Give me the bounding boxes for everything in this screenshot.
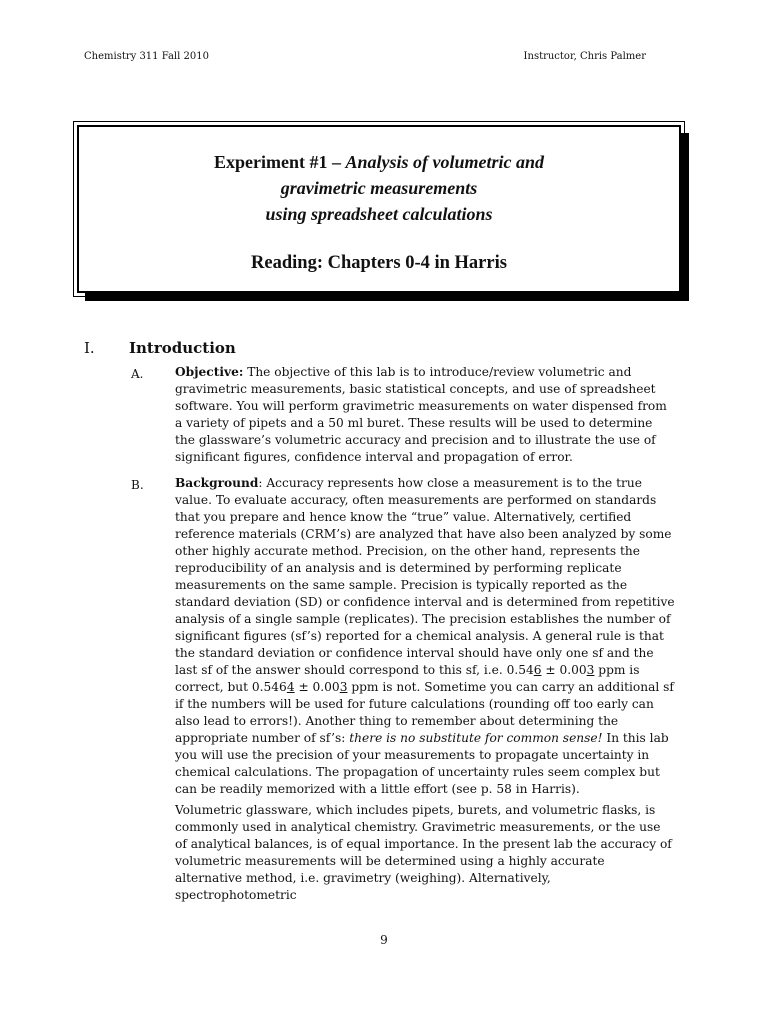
experiment-subtitle-1: Analysis of volumetric and bbox=[345, 152, 544, 172]
experiment-subtitle-2: gravimetric measurements bbox=[280, 178, 478, 198]
title-box bbox=[77, 125, 681, 293]
experiment-title bbox=[79, 149, 679, 227]
volumetric-paragraph: Volumetric glassware, which includes pipets, burets, and volumetric flasks, is commonly used in analytical chemistry. Gravimetric measurements, or the use of analytical balances, is of equal importance. In the present lab the accuracy of volumetric measurements will be determined using a highly accurate alternative method, i.e. gravimetry (weighing). Alternatively, spectrophotometric bbox=[175, 803, 672, 902]
reading-assignment: Reading: Chapters 0-4 in Harris bbox=[251, 253, 507, 273]
item-a-label: A. bbox=[131, 367, 144, 381]
page-number: 9 bbox=[380, 933, 388, 947]
section-number: I. bbox=[84, 339, 95, 357]
item-b-label: B. bbox=[131, 478, 144, 492]
experiment-number: Experiment #1 – bbox=[214, 152, 341, 172]
course-header: Chemistry 311 Fall 2010 bbox=[84, 51, 209, 62]
objective-paragraph: Objective: The objective of this lab is to introduce/review volumetric and gravimetric measurements, basic statistical concepts, and use of spreadsheet software. You will perform gravimetric measurements on water dispensed from a variety of pipets and a 50 ml buret. These results will be used to determine the glassware’s volumetric accuracy and precision and to illustrate the use of significant figures, confidence interval and propagation of error. bbox=[175, 365, 667, 464]
instructor-header: Instructor, Chris Palmer bbox=[523, 51, 646, 62]
section-title: Introduction bbox=[129, 339, 236, 357]
objective-lead: Objective: bbox=[175, 365, 244, 379]
background-lead: Background bbox=[175, 476, 259, 490]
experiment-subtitle-3: using spreadsheet calculations bbox=[265, 204, 493, 224]
background-paragraph: Background: Accuracy represents how close a measurement is to the true value. To evaluate accuracy, often measurements are performed on standards that you prepare and hence know the “true” value. Alternatively, certified reference materials (CRM’s) are analyzed that have also been analyzed by some other highly accurate method. Precision, on the other hand, represents the reproducibility of an analysis and is determined by performing replicate measurements on the same sample. Precision is typically reported as the standard deviation (SD) or confidence interval and is determined from repetitive analysis of a single sample (replicates). The precision establishes the number of significant figures (sf’s) reported for a chemical analysis. A general rule is that the standard deviation or confidence interval should have only one sf and the last sf of the answer should correspond to this sf, i.e. 0.546 ± 0.003 ppm is correct, but 0.5464 ± 0.003 ppm is not. Sometime you can carry an additional sf if the numbers will be used for future calculations (rounding off too early can also lead to errors!). Another thing to remember about determining the appropriate number of sf’s: there is no substitute for common sense! In this lab you will use the precision of your measurements to propagate uncertainty in chemical calculations. The propagation of uncertainty rules seem complex but can be readily memorized with a little effort (see p. 58 in Harris). bbox=[175, 476, 675, 796]
